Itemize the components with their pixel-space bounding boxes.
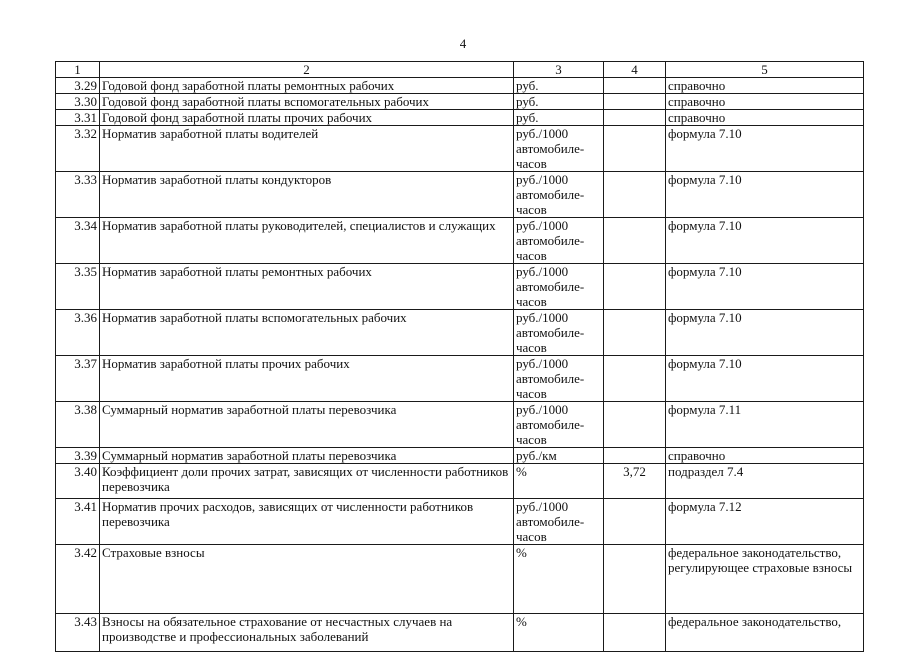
unit-cell: руб./1000 автомобиле-часов bbox=[514, 264, 604, 310]
table-row bbox=[56, 94, 864, 110]
source-cell: формула 7.11 bbox=[666, 402, 864, 448]
indicator-name-cell: Норматив заработной платы руководителей, специалистов и служащих bbox=[100, 218, 514, 264]
value-cell bbox=[604, 310, 666, 356]
source-cell: справочно bbox=[666, 94, 864, 110]
unit-cell: руб./1000 автомобиле-часов bbox=[514, 218, 604, 264]
row-number-cell: 3.40 bbox=[56, 464, 100, 499]
value-cell bbox=[604, 499, 666, 545]
table-row bbox=[56, 78, 864, 94]
indicator-name-cell: Годовой фонд заработной платы вспомогательных рабочих bbox=[100, 94, 514, 110]
table-row bbox=[56, 545, 864, 614]
value-cell bbox=[604, 218, 666, 264]
value-cell bbox=[604, 448, 666, 464]
unit-cell: руб./1000 автомобиле-часов bbox=[514, 402, 604, 448]
column-header: 1 bbox=[56, 62, 100, 78]
row-number-cell: 3.32 bbox=[56, 126, 100, 172]
source-cell: подраздел 7.4 bbox=[666, 464, 864, 499]
source-cell: справочно bbox=[666, 110, 864, 126]
table-row bbox=[56, 356, 864, 402]
value-cell bbox=[604, 264, 666, 310]
row-number-cell: 3.30 bbox=[56, 94, 100, 110]
table-row bbox=[56, 614, 864, 652]
column-header: 5 bbox=[666, 62, 864, 78]
source-cell: формула 7.10 bbox=[666, 356, 864, 402]
unit-cell: руб./1000 автомобиле-часов bbox=[514, 310, 604, 356]
value-cell bbox=[604, 614, 666, 652]
row-number-cell: 3.39 bbox=[56, 448, 100, 464]
value-cell bbox=[604, 78, 666, 94]
value-cell bbox=[604, 356, 666, 402]
unit-cell: % bbox=[514, 614, 604, 652]
indicator-name-cell: Суммарный норматив заработной платы перевозчика bbox=[100, 448, 514, 464]
row-number-cell: 3.35 bbox=[56, 264, 100, 310]
unit-cell: руб./1000 автомобиле-часов bbox=[514, 499, 604, 545]
indicator-name-cell: Норматив заработной платы ремонтных рабочих bbox=[100, 264, 514, 310]
row-number-cell: 3.42 bbox=[56, 545, 100, 614]
indicator-name-cell: Коэффициент доли прочих затрат, зависящих от численности работников перевозчика bbox=[100, 464, 514, 499]
row-number-cell: 3.38 bbox=[56, 402, 100, 448]
unit-cell: руб./1000 автомобиле-часов bbox=[514, 356, 604, 402]
value-cell: 3,72 bbox=[604, 464, 666, 499]
column-header: 4 bbox=[604, 62, 666, 78]
table-row bbox=[56, 126, 864, 172]
unit-cell: руб. bbox=[514, 94, 604, 110]
table-row bbox=[56, 499, 864, 545]
value-cell bbox=[604, 94, 666, 110]
unit-cell: % bbox=[514, 464, 604, 499]
indicator-name-cell: Годовой фонд заработной платы ремонтных рабочих bbox=[100, 78, 514, 94]
indicator-name-cell: Норматив заработной платы кондукторов bbox=[100, 172, 514, 218]
indicator-name-cell: Норматив заработной платы водителей bbox=[100, 126, 514, 172]
indicator-name-cell: Суммарный норматив заработной платы перевозчика bbox=[100, 402, 514, 448]
source-cell: формула 7.10 bbox=[666, 126, 864, 172]
row-number-cell: 3.43 bbox=[56, 614, 100, 652]
indicator-name-cell: Страховые взносы bbox=[100, 545, 514, 614]
source-cell: справочно bbox=[666, 448, 864, 464]
row-number-cell: 3.29 bbox=[56, 78, 100, 94]
source-cell: формула 7.10 bbox=[666, 264, 864, 310]
source-cell: формула 7.10 bbox=[666, 310, 864, 356]
unit-cell: руб. bbox=[514, 110, 604, 126]
table-row bbox=[56, 218, 864, 264]
value-cell bbox=[604, 172, 666, 218]
source-cell: формула 7.12 bbox=[666, 499, 864, 545]
page-number: 4 bbox=[459, 36, 467, 51]
table-row bbox=[56, 402, 864, 448]
indicator-name-cell: Взносы на обязательное страхование от несчастных случаев на производстве и профессиональных заболеваний bbox=[100, 614, 514, 652]
row-number-cell: 3.33 bbox=[56, 172, 100, 218]
source-cell: федеральное законодательство, bbox=[666, 614, 864, 652]
indicator-name-cell: Норматив заработной платы вспомогательных рабочих bbox=[100, 310, 514, 356]
column-header: 2 bbox=[100, 62, 514, 78]
row-number-cell: 3.31 bbox=[56, 110, 100, 126]
value-cell bbox=[604, 110, 666, 126]
unit-cell: руб./1000 автомобиле-часов bbox=[514, 126, 604, 172]
value-cell bbox=[604, 126, 666, 172]
row-number-cell: 3.36 bbox=[56, 310, 100, 356]
unit-cell: руб. bbox=[514, 78, 604, 94]
source-cell: федеральное законодательство, регулирующее страховые взносы bbox=[666, 545, 864, 614]
indicator-name-cell: Норматив прочих расходов, зависящих от численности работников перевозчика bbox=[100, 499, 514, 545]
unit-cell: руб./1000 автомобиле-часов bbox=[514, 172, 604, 218]
indicator-name-cell: Годовой фонд заработной платы прочих рабочих bbox=[100, 110, 514, 126]
source-cell: формула 7.10 bbox=[666, 172, 864, 218]
data-table bbox=[55, 61, 864, 652]
source-cell: справочно bbox=[666, 78, 864, 94]
row-number-cell: 3.34 bbox=[56, 218, 100, 264]
table-row bbox=[56, 172, 864, 218]
indicator-name-cell: Норматив заработной платы прочих рабочих bbox=[100, 356, 514, 402]
row-number-cell: 3.41 bbox=[56, 499, 100, 545]
row-number-cell: 3.37 bbox=[56, 356, 100, 402]
table-row bbox=[56, 464, 864, 499]
table-row bbox=[56, 310, 864, 356]
table-row bbox=[56, 110, 864, 126]
unit-cell: % bbox=[514, 545, 604, 614]
header-row bbox=[56, 62, 864, 78]
column-header: 3 bbox=[514, 62, 604, 78]
source-cell: формула 7.10 bbox=[666, 218, 864, 264]
value-cell bbox=[604, 545, 666, 614]
table-row bbox=[56, 448, 864, 464]
table-row bbox=[56, 264, 864, 310]
unit-cell: руб./км bbox=[514, 448, 604, 464]
value-cell bbox=[604, 402, 666, 448]
